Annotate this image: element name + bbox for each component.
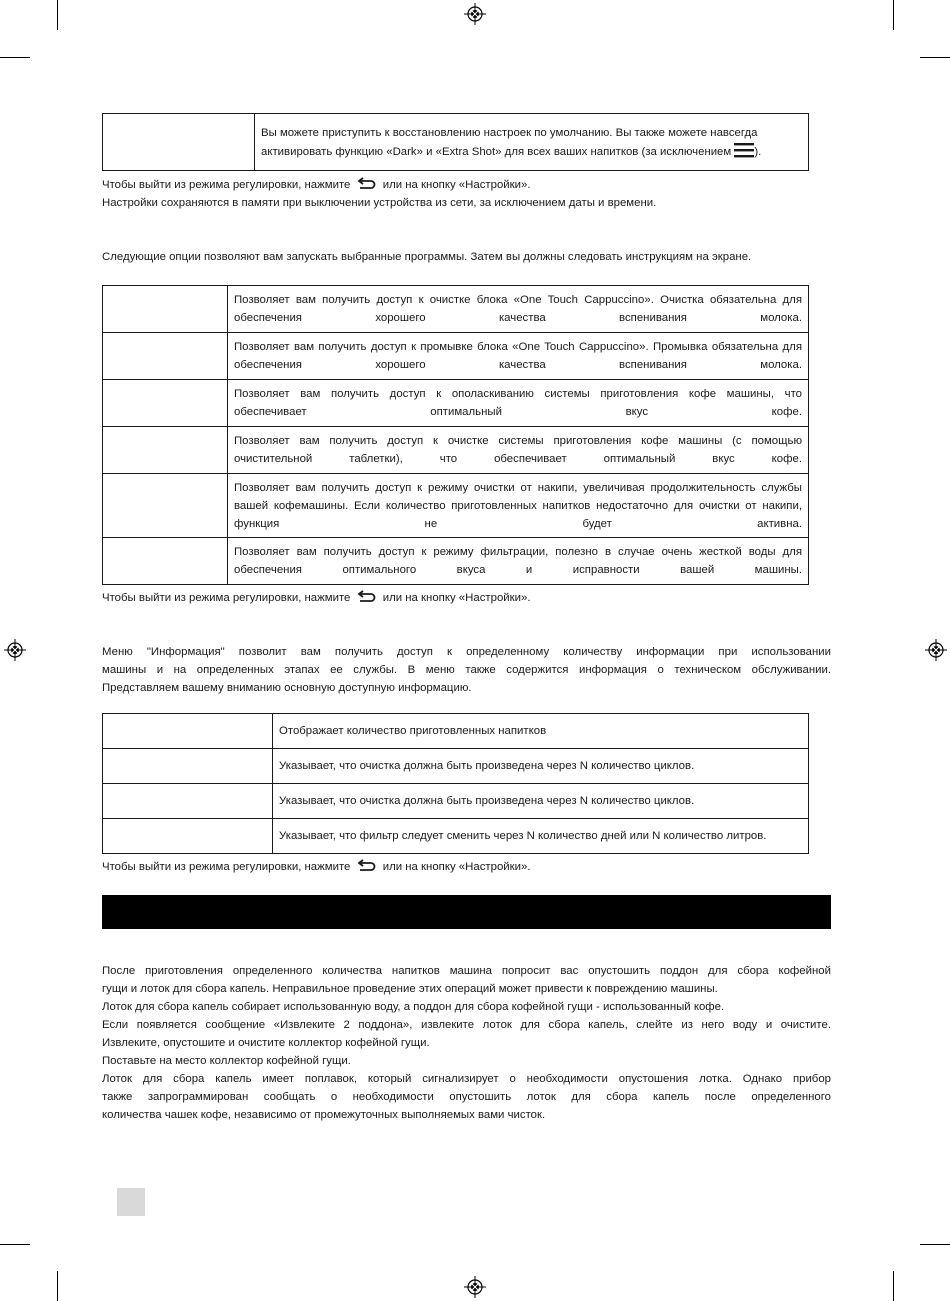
row-label	[103, 538, 228, 585]
maintenance-line: Лоток для сбора капель имеет поплавок, который сигнализирует о необходимости опустошения лотка. Однако прибор	[102, 1073, 831, 1085]
table-row	[103, 714, 809, 749]
maintenance-line: количества чашек кофе, независимо от промежуточных выполняемых вами чисток.	[102, 1109, 546, 1121]
row-description: Позволяет вам получить доступ к ополаскиванию системы приготовления кофе машины, что обеспечивает оптимальный вкус кофе.	[228, 380, 809, 427]
registration-mark-icon	[464, 3, 486, 25]
row-label	[103, 714, 273, 749]
crop-mark	[893, 0, 894, 30]
row-label	[103, 427, 228, 474]
table-row	[103, 538, 809, 585]
programs-table	[102, 285, 809, 585]
table-row	[103, 114, 809, 171]
row-label	[103, 286, 228, 333]
registration-mark-icon	[925, 639, 947, 661]
crop-mark	[0, 57, 30, 58]
info-intro-line: машины и на определенных этапах ее службы. В меню также содержится информация о техническом обслуживании.	[102, 664, 831, 676]
table-row	[103, 380, 809, 427]
row-label	[103, 380, 228, 427]
reset-description-end: ).	[754, 145, 762, 158]
row-label	[103, 784, 273, 819]
maintenance-line: гущи и лоток для сбора капель. Неправильное проведение этих операций может привести к повреждению машины.	[102, 983, 718, 995]
registration-mark-icon	[4, 639, 26, 661]
table-row	[103, 427, 809, 474]
crop-mark	[57, 0, 58, 30]
registration-mark-icon	[464, 1276, 486, 1298]
row-description	[255, 114, 809, 171]
row-label	[103, 333, 228, 380]
row-label	[103, 819, 273, 854]
crop-mark	[920, 1244, 950, 1245]
row-description: Указывает, что фильтр следует сменить через N количество дней или N количество литров.	[273, 819, 809, 854]
table-row	[103, 819, 809, 854]
info-table	[102, 713, 809, 854]
back-arrow-icon	[356, 176, 378, 190]
reset-table	[102, 113, 809, 171]
table-row	[103, 474, 809, 538]
maintenance-line: Поставьте на место коллектор кофейной гущи.	[102, 1055, 351, 1067]
table-row	[103, 749, 809, 784]
exit-instruction: Чтобы выйти из режима регулировки, нажмите или на кнопку «Настройки».	[102, 858, 831, 876]
programs-intro: Следующие опции позволяют вам запускать выбранные программы. Затем вы должны следовать инструкциям на экране.	[102, 251, 752, 263]
info-intro-line: Меню "Информация" позволит вам получить доступ к определенному количеству информации при использовании	[102, 646, 831, 658]
row-description: Позволяет вам получить доступ к режиму очистки от накипи, увеличивая продолжительность службы вашей кофемашины. Если количество приготовленных напитков недостаточно для очистки от накипи, функция не будет активна.	[228, 474, 809, 538]
back-arrow-icon	[356, 589, 378, 603]
row-description: Указывает, что очистка должна быть произведена через N количество циклов.	[273, 784, 809, 819]
table-row	[103, 333, 809, 380]
maintenance-line: Если появляется сообщение «Извлеките 2 поддона», извлеките лоток для сбора капель, слейте из него воду и очистите.	[102, 1019, 831, 1031]
crop-mark	[920, 57, 950, 58]
row-description: Позволяет вам получить доступ к промывке блока «One Touch Cappuccino». Промывка обязательна для обеспечения хорошего качества вспенивания молока.	[228, 333, 809, 380]
exit-instruction: Чтобы выйти из режима регулировки, нажмите или на кнопку «Настройки».	[102, 176, 831, 194]
row-description: Отображает количество приготовленных напитков	[273, 714, 809, 749]
menu-icon	[734, 142, 754, 158]
crop-mark	[0, 1244, 30, 1245]
crop-mark	[893, 1271, 894, 1301]
maintenance-line: также запрограммирован сообщать о необходимости опустошить лоток для сбора капель после определенного	[102, 1091, 831, 1103]
maintenance-line: Извлеките, опустошите и очистите коллектор кофейной гущи.	[102, 1037, 430, 1049]
page-number-box	[117, 1188, 145, 1216]
reset-description: Вы можете приступить к восстановлению настроек по умолчанию. Вы также можете навсегда активировать функцию «Dark» и «Extra Shot» для всех ваших напитков (за исключением	[261, 126, 758, 158]
row-label	[103, 749, 273, 784]
row-label	[103, 114, 255, 171]
info-intro-line: Представляем вашему вниманию основную доступную информацию.	[102, 682, 472, 694]
table-row	[103, 286, 809, 333]
exit-instruction: Чтобы выйти из режима регулировки, нажмите или на кнопку «Настройки».	[102, 589, 831, 607]
row-description: Позволяет вам получить доступ к режиму фильтрации, полезно в случае очень жесткой воды для обеспечения оптимального вкуса и исправности вашей машины.	[228, 538, 809, 585]
crop-mark	[57, 1271, 58, 1301]
row-label	[103, 474, 228, 538]
settings-saved-text: Настройки сохраняются в памяти при выключении устройства из сети, за исключением даты и времени.	[102, 197, 657, 209]
row-description: Указывает, что очистка должна быть произведена через N количество циклов.	[273, 749, 809, 784]
row-description: Позволяет вам получить доступ к очистке системы приготовления кофе машины (с помощью очистительной таблетки), что обеспечивает оптимальный вкус кофе.	[228, 427, 809, 474]
maintenance-line: Лоток для сбора капель собирает использованную воду, а поддон для сбора кофейной гущи - использованный кофе.	[102, 1001, 725, 1013]
table-row	[103, 784, 809, 819]
back-arrow-icon	[356, 858, 378, 872]
section-heading-bar	[102, 895, 831, 929]
row-description: Позволяет вам получить доступ к очистке блока «One Touch Cappuccino». Очистка обязательна для обеспечения хорошего качества вспенивания молока.	[228, 286, 809, 333]
maintenance-line: После приготовления определенного количества напитков машина попросит вас опустошить поддон для сбора кофейной	[102, 965, 831, 977]
